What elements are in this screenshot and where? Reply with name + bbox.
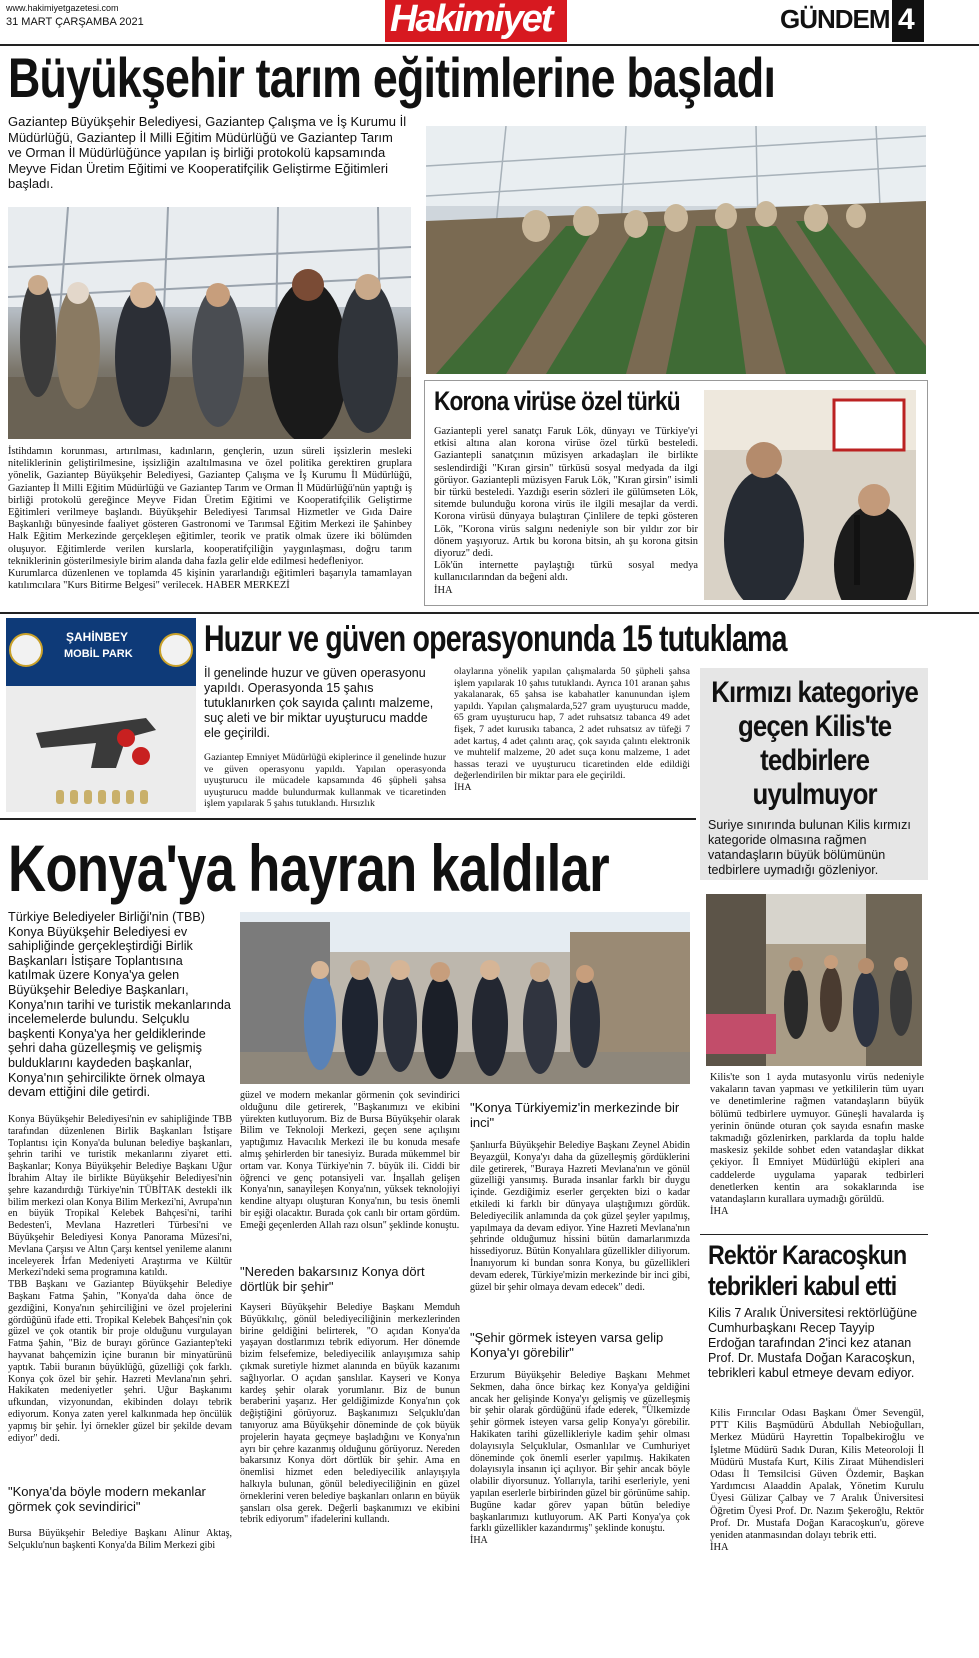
story6-subhead-2: "Nereden bakarsınız Konya dört dörtlük bir şehir": [240, 1264, 425, 1294]
seedling-rows-illustration: [426, 126, 926, 374]
story2-body: [434, 426, 698, 597]
story1-photo-officials: [8, 207, 411, 439]
logo-text: Hakimiyet: [390, 0, 552, 40]
story6-col1c: Bursa Büyükşehir Belediye Başkanı Alinur Aktaş, Selçuklu'nun başkenti Konya'da Bilim Merkezi gibi: [8, 1528, 232, 1551]
story6-col1-text: Konya Büyükşehir Belediyesi'nin ev sahipliğinde TBB tarafından düzenlenen Birlik Başkanları İstişare Toplantısı için Konya'da bulunan belediye başkanları, şehrin tarihi ve turistik mekanlarını ziyaret etti. Başkanlar; Konya Büyükşehir Belediye Başkanı Uğur İbrahim Altay ile birlikte Büyükşehir Belediyesi'nin şehre kazandırdığı Türkiye'nin TÜBİTAK destekli ilk bilim merkezi olan Konya Bilim Merkezi'ni, Avrupa'nın en büyük Tropikal Kelebek Bahçesi'ni, tarihi Bedesten'i, Mevlana Hazretleri Türbesi'ni ve Büyükşehir Belediyesi Konya Panorama Müzesi'ni, Mevlana Çarşısı ve Altın Çarşı kentsel yenileme alanını inceleyerek İrfan Medeniyeti Araştırma ve Kültür Merkezi'ndeki sema programına katıldı.: [8, 1114, 232, 1279]
story6-col1: [8, 1114, 232, 1444]
story4-agency: İHA: [710, 1206, 729, 1218]
story6-col3b: [470, 1370, 690, 1547]
sign-line-2: MOBİL PARK: [64, 648, 133, 660]
story4-body-text: Kilis'te son 1 ayda mutasyonlu virüs nedeniyle vakaların tavan yapması ve yetkililerin tüm uyarı ve denetimlerine rağmen vatandaşların büyük bölümü tedbirlere uymuyor. Güneşli havalarda iş yerinin önünde oturan çok sayıda esnafın maske takmadığı gözlenirken, parklarda da toplu halde maskesiz şekilde sohbet eden vatandaşlar dikkat çekiyor. İl Emniyet Müdürlüğü ekipleri ana caddelerde uygulama yaparak tedbirleri denetlerken kentin ara sokaklarında ise vatandaşların kurallara uymadığı görüldü.: [710, 1072, 924, 1206]
divider-1: [0, 612, 979, 614]
story6-subhead-1: "Konya'da böyle modern mekanlar görmek çok sevindirici": [8, 1484, 206, 1514]
story6-col3b-text: Erzurum Büyükşehir Belediye Başkanı Mehmet Sekmen, daha önce birkaç kez Konya'ya geldiğini ancak her gelişinde Konya'yı gelişmiş ve güzelleşmiş bir şehir olarak gördüğünü ifade ederek, "Ülkemizde şehir görmek isteyen varsa gelip Konya'yı görebilir. Hakikaten tarihi güzellikleriyle kadim şehir olması dolayısıyla Selçuklular, Osmanlılar ve Cumhuriyet döneminde çok önemli eserler yapılmış. Hakikaten dolayısıyla insanın içi açılıyor. Bir şehir ancak böyle olabilir diyorsunuz. Yollarıyla, tarihi eserleriyle, yeni yapılan eserlerle birbirinden güzel bir görünüme sahip. Bugüne kadar görev yapan bütün belediye başkanlarımızı kutluyorum. AK Parti Konya'ya çok farklı güzellikler kazandırmış" şeklinde konuştu.: [470, 1370, 690, 1535]
story4-headline: Kırmızı kategoriye geçen Kilis'te tedbirlere uyulmuyor: [711, 676, 919, 811]
story3-lead: İl genelinde huzur ve güven operasyonu yapıldı. Operasyonda 15 şahıs tutuklanırken çok sayıda çalıntı malzeme, suç aleti ve bir miktar uyuşturucu madde ele geçirildi.: [204, 666, 434, 740]
page-number-box: [892, 0, 924, 42]
story6-col2: güzel ve modern mekanlar görmenin çok sevindirici olduğunu dile getirerek, "Başkanımızı ve ekibini yürekten kutluyorum. Biz de Bursa Büyükşehir olarak Bilim ve Teknoloji Merkezi, geçen sene açılışını yaptığımız Havacılık Merkezi ile bu konuda mesafe almış şehirlerden bir tanesiyiz. Burada mükemmel bir ortam var. Konya Türkiye'nin 7. büyük ili. Ciddi bir öğrenci ve genç potansiyeli var. İnşallah gelişen Konya'nın, sanayileşen Konya'nın, yüksek teknolojiyi kendine altyapı oluşturan Konya'nın, bu tesis önemli bir eşiği olacaktır. Burada çok canlı bir ortam gördüm. Emeği geçenlerden Allah razı olsun" şeklinde konuştu.: [240, 1090, 460, 1231]
story1-body-text: İstihdamın korunması, artırılması, kadınların, gençlerin, uzun süreli işsizlerin mesleki niteliklerinin geliştirilmesine, işsizliğin azaltılmasına ve özel politika gerektiren gruplara yönelik, Gaziantep Büyükşehir Belediyesi, Gaziantep Çalışma ve İş Kurumu İl Müdürlüğü, Gaziantep İl Milli Eğitim Müdürlüğü ve Gaziantep Tarım ve Orman İl Müdürlüğü'nün yaptığı iş birliği protokolü gereğince Meyve Fidan Üretim Eğitimi ve Kooperatifçilik Geliştirme Eğitimleri verilmeye başlandı. Büyükşehir Belediyesi Tarımsal Hizmetler ve Gıda Daire Başkanlığı bünyesinde faaliyet gösteren Gastronomi ve Tarımsal Eğitim Merkezi ile Şahinbey Halk Eğitim Merkezinde gerçekleşen eğitimler, teorik ve pratik olmak üzere iki bölümden oluşuyor. Eğitimlerde verilen kurslarla, kooperatifçiliğin yaygınlaşması, doğru tarım tekniklerinin gösterilmesiyle birim alanda daha fazla gelir elde edilmesi hedefleniyor.: [8, 446, 412, 567]
story6-subhead-4: "Şehir görmek isteyen varsa gelip Konya'yı görebilir": [470, 1330, 664, 1360]
divider-2: [0, 818, 696, 820]
story1-lead: Gaziantep Büyükşehir Belediyesi, Gaziantep Çalışma ve İş Kurumu İl Müdürlüğü, Gaziantep İl Milli Eğitim Müdürlüğü ve Gaziantep Tarım ve Orman İl Müdürlüğünce yapılan iş birliği protokolü kapsamında Meyve Fidan Üretim Eğitimi ve Kooperatifçilik Geliştirme Eğitimleri başladı.: [8, 114, 407, 192]
story2-body-text-2: Lök'ün internette paylaştığı türkü sosyal medya kullanıcılarından da beğeni aldı.: [434, 560, 698, 584]
story2-body-text: Gaziantepli yerel sanatçı Faruk Lök, dünyayı ve Türkiye'yi etkisi altına alan korona virüse özel türkü besteledi. Gaziantepli sanatçının müzisyen arkadaşları ile birlikte seslendirdiği "Kıran girsin" türküsü sosyal medyada da ilgi görüyor. Gaziantepli müzisyen Faruk Lök, "Kıran girsin" isimli bir türkü besteledi. Yazdığı eserin sözleri ile gülümseten Lök, sitemde bulunduğu korona virüs ile ilgili mesajlar da verdi. Korona virüsü dünyaya bulaştıran Çinlilere de tepki gösteren Lök, "Korona virüs salgını nedeniyle son bir yıldır zor bir dönem yaşıyoruz. Artık bu korona bitsin, ah şu korona gitsin diyoruz" dedi.: [434, 426, 698, 560]
logo[interactable]: [385, 0, 567, 42]
story5-body-text: Kilis Fırıncılar Odası Başkanı Ömer Sevengül, PTT Kilis Başmüdürü Abdullah Nebioğulları, Merkez Müdürü Hayrettin Topalbekiroğlu ve İşletme Müdürü Sadık Duran, Kilis Meteoroloji İl Müdürü Mustafa Kurt, Kilis Ziraat Mühendisleri Odası İl Temsilcisi Güven Özdemir, Başkan Yardımcısı Alaaddin Apalak, Yönetim Kurulu Üyesi Gülizar Çalbay ve 7 Aralık Üniversitesi Öğretim Üyesi Prof. Dr. Nazım Şekeroğlu, Rektör Prof. Dr. Mustafa Doğan Karacoşkun'u, göreve yeniden atanmasından dolayı tebrik etti.: [710, 1408, 924, 1542]
story6-col3: Şanlıurfa Büyükşehir Belediye Başkanı Zeynel Abidin Beyazgül, Konya'yı daha da güzelleşmiş gördüklerini dile getirerek, "Buraya Hazreti Mevlana'nın ve gönül güzelliği yansımış. Burada insanlar farklı bir duygu içinde. Gezdiğimiz eserler gerçekten bizi o kadar etkiledi ki farklı bir dünyaya ulaştığımızı gördük. Belediyecilik anlamında da çok güzel şeyler yapılmış, yapılmaya da devam ediyor. Yine Hazreti Mevlana'nın şehrinde olduğumuz hissini bütün damarlarımızda hissediyoruz. Bütün Konyalılara güzellikler diliyorum. İnanıyorum ki bundan sonra Konya, bu güzellikleri devam ederek, Türkiye'mizin merkezinde bir inci gibi, güzel bir şehir olmaya devam edecek" dedi.: [470, 1140, 690, 1293]
market-street-illustration: [706, 894, 922, 1066]
story6-headline: Konya'ya hayran kaldılar: [8, 831, 609, 905]
story1-photo-greenhouse: [426, 126, 926, 374]
musician-illustration: [704, 390, 916, 600]
story3-body-col2: [454, 666, 690, 794]
story6-col1b-text: TBB Başkanı ve Gaziantep Büyükşehir Belediye Başkanı Fatma Şahin, "Konya'da daha önce de gezdiğini, Konya'nın şehirciliğini ve özel projelerini gördüğünü ifade etti. Tropikal Kelebek Bahçesi'nin çok güzel ve çok otantik bir proje olduğunu vurgulayan Fatma Şahin, "Biz de burayı görünce Gaziantep'teki hayvanat bahçemizin içine buranın bir minyatürünü yaptık. Tabii buranın büyüklüğü, güzelliği çok farklı. Konya çok özel bir şehir. Hazreti Mevlana'nın şehri. Hakikaten medeniyetler şehri. Uğur Başkanımı ufkundan, vizyonundan, ekibinden dolayı tebrik ediyorum. Konya zaten yerel kalkınmada hep öncülük yapmış bir şehir. İyi örnekler güzel bir şekilde devam ediyor" dedi.: [8, 1279, 232, 1444]
story6-subhead-3: "Konya Türkiyemiz'in merkezinde bir inci": [470, 1100, 680, 1130]
greenhouse-people-illustration: [8, 207, 411, 439]
story3-photo-seized-items: [6, 618, 196, 812]
story3-body: Gaziantep Emniyet Müdürlüğü ekiplerince il genelinde huzur ve güven operasyonu yapıldı. Yapılan operasyonda uyuşturucu ile mücadele kapsamında 46 şüpheli şahsa uyuşturucu madde bulundurmak kullanmak ve ticaretinden işlem yapılarak 5 şahıs tutuklandı. Hırsızlık: [204, 752, 446, 810]
story5-headline: Rektör Karacoşkun tebrikleri kabul etti: [708, 1240, 907, 1301]
story1-body-text-2: Kurumlarca düzenlenen ve toplamda 45 kişinin yararlandığı eğitimleri başarıyla tamamlayan katılımcılara "Kurs Bitirme Belgesi" verilecek. HABER MERKEZİ: [8, 568, 412, 592]
story4-body: [710, 1072, 924, 1218]
story4-lead: Suriye sınırında bulunan Kilis kırmızı kategoride olmasına rağmen vatandaşların büyük bölümünün tedbirlere uymadığı gözleniyor.: [708, 818, 911, 877]
story2-agency: İHA: [434, 584, 453, 596]
mayors-walking-illustration: [240, 912, 690, 1084]
story5-lead: Kilis 7 Aralık Üniversitesi rektörlüğüne Cumhurbaşkanı Recep Tayyip Erdoğan tarafından 2'inci kez atanan Prof. Dr. Mustafa Doğan Karacoşkun, tebrikleri kabul etmeye devam ediyor.: [708, 1306, 918, 1380]
story3-body-col2-text: olaylarına yönelik yapılan çalışmalarda 50 şüpheli şahsa işlem yapılarak 10 şahıs tutuklandı. Ayrıca 101 aranan şahıs yakalanarak, 65 şahsa ise kabahatler kanunundan işlem yapıldı. Yapılan çalışmalarda,527 gram uyuşturucu madde, 65 gram uyuşturucu hap, 7 adet ruhsatsız tabanca 49 adet fişek, 7 adet kurusıkı tabanca, 2 adet ruhsatsız av tüfeği 7 adet kartuş, 4 adet çalıntı araç, çok sayıda çalıntı elektronik ve muhtelif malzeme, 20 adet suça konu malzeme, 1 adet hassas terazi ve uyuşturucu ticaretinden elde edildiği değerlendirilen bir miktar para ele geçirildi.: [454, 666, 690, 782]
story5-body: [710, 1408, 924, 1554]
section-name: GÜNDEM: [780, 4, 890, 34]
issue-date: 31 MART ÇARŞAMBA 2021: [6, 16, 144, 28]
story4-photo-street: [706, 894, 922, 1066]
story6-agency: İHA: [470, 1535, 488, 1547]
story2-headline: Korona virüse özel türkü: [434, 386, 680, 416]
story6-photo-mayors: [240, 912, 690, 1084]
story6-col2b: Kayseri Büyükşehir Belediye Başkanı Memduh Büyükkılıç, gönül belediyeciliğinin merkezlerinden birine geldiğini belirterek, "O açıdan Konya'da yaşayan dostlarımızı tebrik ediyorum. Her dönemde bizim felsefemize, belediyecilik anlayışımıza sahip çıkmak suretiyle hizmet alanında en büyük kazanımı sağlıyorlar. O açıdan şanslılar. Kayseri ve Konya kardeş şehir olarak yorumlanır. Biz de bunun beraberini yaşarız. Her geldiğimizde Konya'nın çok değiştiğini görüyoruz. Başkanımızı Selçuklu'dan tanıyoruz ama Büyükşehir döneminde de çok büyük projelerin hayata geçmeye başladığını ve Konya'nın ayrı bir çehre kazanmış olduğunu görüyoruz. Nereden bakarsınız Konya dört dörtlük bir şehir. Ama en önemlisi hizmet eden belediyecilik anlayışıyla halkıyla bulunan, gönül belediyeciliğinin en güzel örneklerini veren belediye başkanları onların en büyük şansları olsa gerek. Değerli başkanımızı ve ekibini tebrik ediyorum" ifadelerini kullandı.: [240, 1302, 460, 1526]
story3-headline: Huzur ve güven operasyonunda 15 tutuklama: [204, 618, 787, 659]
story5-agency: İHA: [710, 1542, 729, 1554]
website-url[interactable]: www.hakimiyetgazetesi.com: [6, 3, 119, 13]
sign-line-1: ŞAHİNBEY: [66, 630, 129, 644]
divider-kilis: [700, 1234, 928, 1235]
story1-body: [8, 446, 412, 592]
story2-photo-singer: [704, 390, 916, 600]
story3-agency: İHA: [454, 781, 472, 793]
story1-headline: Büyükşehir tarım eğitimlerine başladı: [8, 46, 776, 109]
page-number: 4: [898, 3, 915, 36]
story6-lead: Türkiye Belediyeler Birliği'nin (TBB) Konya Büyükşehir Belediyesi ev sahipliğinde gerçekleştirdiği Birlik Başkanları İstişare Toplantısına katılmak üzere Konya'ya gelen Büyükşehir Belediye Başkanları, Konya'nın tarihi ve turistik mekanlarında incelemelerde bulundu. Selçuklu başkenti Konya'ya her geldiklerinde şehri daha güzelleşmiş ve gelişmiş bulduklarını kaydeden başkanlar, Konya'nın şehircilikte örnek olmaya devam ettiğini dile getirdi.: [8, 910, 231, 1100]
